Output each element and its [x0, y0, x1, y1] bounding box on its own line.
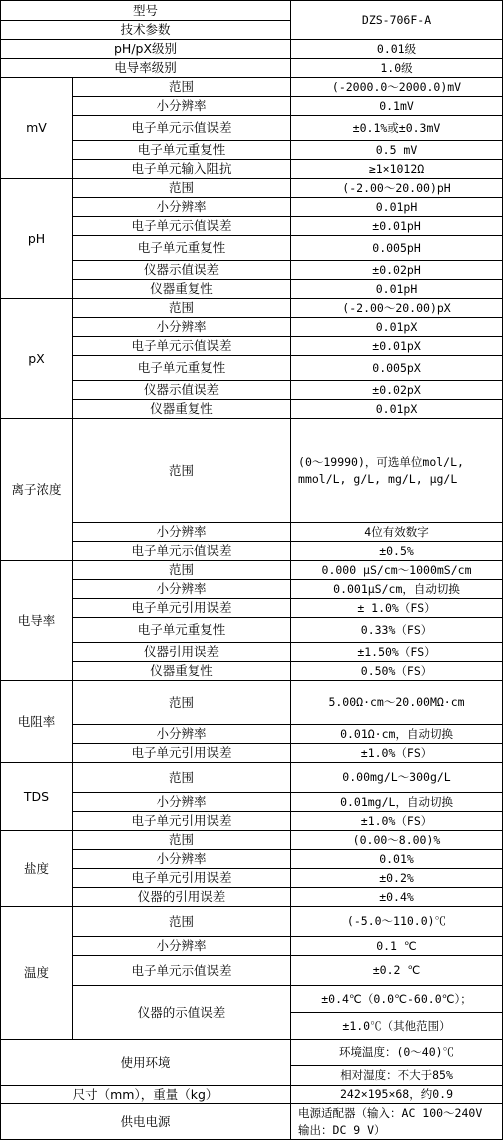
mv-impedance-label: 电子单元输入阻抗: [73, 160, 291, 179]
resistivity-resolution-label: 小分辨率: [73, 725, 291, 744]
mv-resolution-value: 0.1mV: [291, 97, 503, 116]
temperature-resolution-label: 小分辨率: [73, 937, 291, 956]
conductivity-grade-label: 电导率级别: [1, 59, 291, 78]
conductivity-instrument-repeatability-label: 仪器重复性: [73, 662, 291, 681]
temperature-instrument-error-label: 仪器的示值误差: [73, 986, 291, 1040]
ph-instrument-repeatability-label: 仪器重复性: [73, 280, 291, 299]
resistivity-ref-error-value: ±1.0%（FS）: [291, 744, 503, 763]
resistivity-range-value: 5.00Ω·cm～20.00MΩ·cm: [291, 681, 503, 725]
environment-humidity-value: 相对湿度：不大于85%: [291, 1066, 503, 1086]
tech-params-label: 技术参数: [1, 21, 291, 40]
size-weight-value: 242×195×68，约0.9: [291, 1086, 503, 1104]
px-error-value: ±0.01pX: [291, 337, 503, 356]
ion-error-value: ±0.5%: [291, 542, 503, 561]
mv-range-label: 范围: [73, 78, 291, 97]
ion-range-label: 范围: [73, 419, 291, 523]
temperature-instrument-error-value-1: ±0.4℃（0.0℃-60.0℃）；: [291, 986, 503, 1013]
conductivity-instrument-ref-error-label: 仪器引用误差: [73, 643, 291, 662]
power-supply-label: 供电电源: [1, 1104, 291, 1140]
resistivity-range-label: 范围: [73, 681, 291, 725]
px-instrument-repeatability-value: 0.01pX: [291, 400, 503, 419]
environment-temperature-value: 环境温度：(0～40)℃: [291, 1040, 503, 1066]
ion-group-label: 离子浓度: [1, 419, 73, 561]
temperature-error-value: ±0.2 ℃: [291, 956, 503, 986]
ph-px-grade-label: pH/pX级别: [1, 40, 291, 59]
power-supply-value: 电源适配器（输入：AC 100～240V 输出：DC 9 V）: [291, 1104, 503, 1140]
mv-repeatability-label: 电子单元重复性: [73, 141, 291, 160]
tds-range-label: 范围: [73, 763, 291, 793]
ph-resolution-value: 0.01pH: [291, 198, 503, 217]
px-resolution-value: 0.01pX: [291, 318, 503, 337]
px-repeatability-value: 0.005pX: [291, 356, 503, 381]
conductivity-resolution-value: 0.001μS/cm，自动切换: [291, 580, 503, 599]
tds-group-label: TDS: [1, 763, 73, 831]
temperature-range-value: (-5.0～110.0)℃: [291, 907, 503, 937]
salinity-range-label: 范围: [73, 831, 291, 850]
model-label: 型号: [1, 1, 291, 21]
conductivity-instrument-repeatability-value: 0.50%（FS）: [291, 662, 503, 681]
environment-label: 使用环境: [1, 1040, 291, 1086]
ph-resolution-label: 小分辨率: [73, 198, 291, 217]
ph-instrument-error-label: 仪器示值误差: [73, 261, 291, 280]
ph-error-value: ±0.01pH: [291, 217, 503, 236]
salinity-resolution-value: 0.01%: [291, 850, 503, 869]
resistivity-group-label: 电阻率: [1, 681, 73, 763]
tds-resolution-value: 0.01mg/L，自动切换: [291, 793, 503, 812]
ph-repeatability-value: 0.005pH: [291, 236, 503, 261]
px-instrument-error-value: ±0.02pX: [291, 381, 503, 400]
salinity-group-label: 盐度: [1, 831, 73, 907]
px-resolution-label: 小分辨率: [73, 318, 291, 337]
px-range-label: 范围: [73, 299, 291, 318]
px-instrument-repeatability-label: 仪器重复性: [73, 400, 291, 419]
conductivity-grade-value: 1.0级: [291, 59, 503, 78]
mv-range-value: (-2000.0～2000.0)mV: [291, 78, 503, 97]
temperature-group-label: 温度: [1, 907, 73, 1040]
px-instrument-error-label: 仪器示值误差: [73, 381, 291, 400]
conductivity-group-label: 电导率: [1, 561, 73, 681]
px-range-value: (-2.00～20.00)pX: [291, 299, 503, 318]
conductivity-range-value: 0.000 μS/cm～1000mS/cm: [291, 561, 503, 580]
salinity-instrument-ref-error-label: 仪器的引用误差: [73, 888, 291, 907]
mv-group-label: mV: [1, 78, 73, 179]
ph-repeatability-label: 电子单元重复性: [73, 236, 291, 261]
resistivity-ref-error-label: 电子单元引用误差: [73, 744, 291, 763]
tds-ref-error-label: 电子单元引用误差: [73, 812, 291, 831]
ph-px-grade-value: 0.01级: [291, 40, 503, 59]
temperature-error-label: 电子单元示值误差: [73, 956, 291, 986]
mv-error-label: 电子单元示值误差: [73, 116, 291, 141]
conductivity-instrument-ref-error-value: ±1.50%（FS）: [291, 643, 503, 662]
ph-instrument-repeatability-value: 0.01pH: [291, 280, 503, 299]
temperature-resolution-value: 0.1 ℃: [291, 937, 503, 956]
ph-range-label: 范围: [73, 179, 291, 198]
size-weight-label: 尺寸（mm），重量（kg）: [1, 1086, 291, 1104]
conductivity-resolution-label: 小分辨率: [73, 580, 291, 599]
conductivity-range-label: 范围: [73, 561, 291, 580]
px-error-label: 电子单元示值误差: [73, 337, 291, 356]
model-value: DZS-706F-A: [291, 1, 503, 40]
tds-ref-error-value: ±1.0%（FS）: [291, 812, 503, 831]
ph-instrument-error-value: ±0.02pH: [291, 261, 503, 280]
tds-range-value: 0.00mg/L～300g/L: [291, 763, 503, 793]
conductivity-ref-error-value: ± 1.0%（FS）: [291, 599, 503, 618]
conductivity-repeatability-value: 0.33%（FS）: [291, 618, 503, 643]
resistivity-resolution-value: 0.01Ω·cm，自动切换: [291, 725, 503, 744]
mv-error-value: ±0.1%或±0.3mV: [291, 116, 503, 141]
tds-resolution-label: 小分辨率: [73, 793, 291, 812]
temperature-instrument-error-value-2: ±1.0℃（其他范围）: [291, 1013, 503, 1040]
mv-resolution-label: 小分辨率: [73, 97, 291, 116]
salinity-ref-error-label: 电子单元引用误差: [73, 869, 291, 888]
salinity-range-value: (0.00～8.00)%: [291, 831, 503, 850]
salinity-instrument-ref-error-value: ±0.4%: [291, 888, 503, 907]
salinity-ref-error-value: ±0.2%: [291, 869, 503, 888]
mv-impedance-value: ≥1×1012Ω: [291, 160, 503, 179]
px-repeatability-label: 电子单元重复性: [73, 356, 291, 381]
mv-repeatability-value: 0.5 mV: [291, 141, 503, 160]
temperature-range-label: 范围: [73, 907, 291, 937]
conductivity-ref-error-label: 电子单元引用误差: [73, 599, 291, 618]
salinity-resolution-label: 小分辨率: [73, 850, 291, 869]
ph-group-label: pH: [1, 179, 73, 299]
px-group-label: pX: [1, 299, 73, 419]
ion-resolution-value: 4位有效数字: [291, 523, 503, 542]
ion-resolution-label: 小分辨率: [73, 523, 291, 542]
ph-range-value: (-2.00～20.00)pH: [291, 179, 503, 198]
conductivity-repeatability-label: 电子单元重复性: [73, 618, 291, 643]
ph-error-label: 电子单元示值误差: [73, 217, 291, 236]
ion-error-label: 电子单元示值误差: [73, 542, 291, 561]
ion-range-value: (0～19990)，可选单位mol/L, mmol/L, g/L, mg/L, μg/L: [291, 419, 503, 523]
